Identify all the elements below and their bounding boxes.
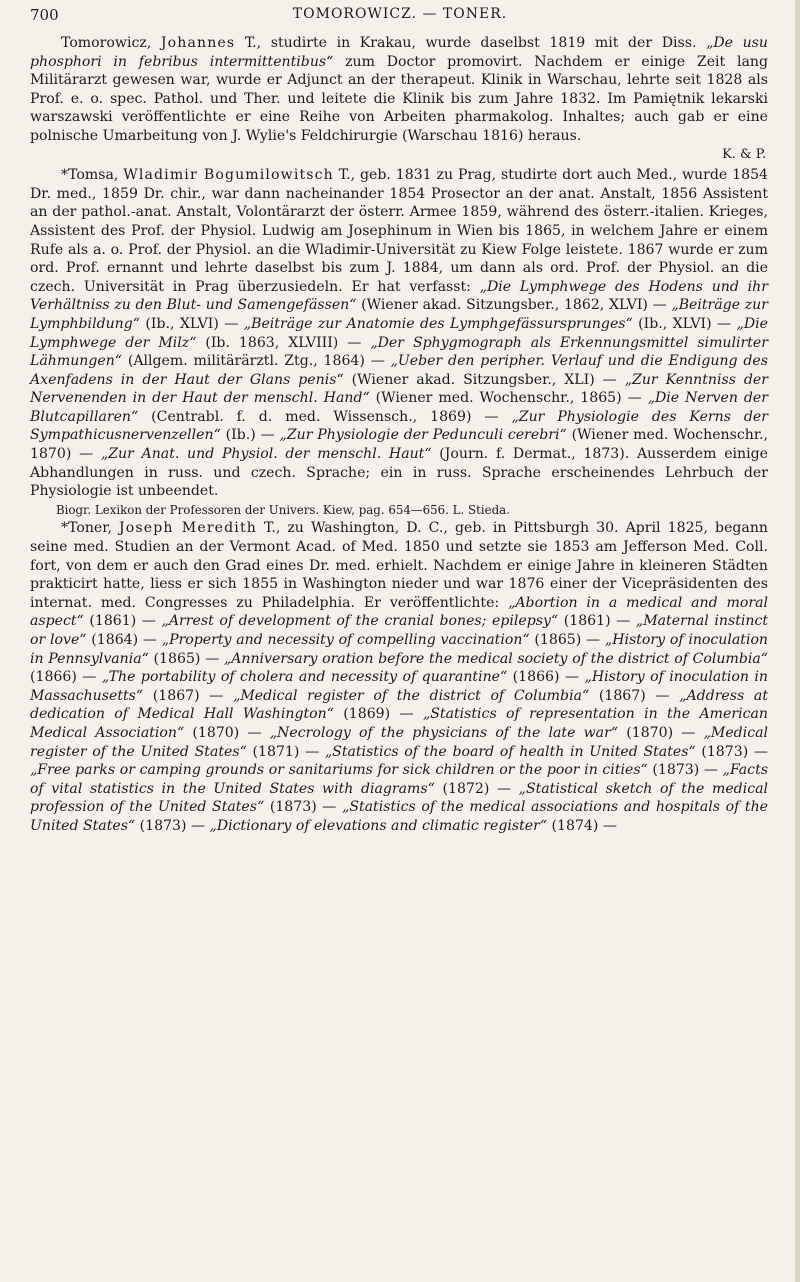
- entry-tomorowicz: [30, 34, 768, 146]
- entry-text: *Tomsa,: [61, 167, 124, 184]
- work-title: „Anniversary oration before the medical society of the district of Columbia“: [223, 650, 768, 667]
- work-title: „Statistics of representation in the American Medical Association“: [30, 706, 768, 741]
- entry-text: T., geb. 1831 zu Prag, studirte dort auch Med., wurde 1854 Dr. med., 1859 Dr. chir., war dann nacheinander 1854 Prosector an der anat. Anstalt, 1856 Assistent an der pathol.-anat. Anstalt, Volontärarzt der österr. Armee 1859, während des österr.-italien. Krieges, Assistent des Prof. der Physiol. Ludwig am Josephinum in Wien bis 1865, in welchem Jahre er einem Rufe als a. o. Prof. der Physiol. an die Wladimir-Universität zu Kiew Folge leistete. 1867 wurde er zum ord. Prof. ernannt und lehrte daselbst bis zum J. 1884, um dann als ord. Prof. der Physiol. an die czech. Universität in Prag überzusiedeln. Er hat verfasst:: [30, 167, 769, 295]
- work-title: „Ueber den peripher. Verlauf und die Endigung des Axenfadens in der Haut der Glans penis“: [30, 353, 768, 388]
- work-title: „Medical register of the United States“: [30, 724, 768, 760]
- page-header: [30, 6, 770, 28]
- work-title: „Facts of vital statistics in the United States with diagrams“: [30, 762, 768, 797]
- page-number: 700: [30, 6, 59, 24]
- entry-source: Biogr. Lexikon der Professoren der Univers. Kiew, pag. 654—656. L. Stieda.: [55, 502, 510, 517]
- entry-text: (Wiener med. Wochenschr., 1865) —: [369, 390, 648, 407]
- entry-text: T., studirte in Krakau, wurde daselbst 1819 mit der Diss.: [235, 35, 707, 51]
- work-title: „History of inoculation in Pennsylvania“: [30, 632, 769, 667]
- entry-text: (Wiener akad. Sitzungsber., XLI) —: [343, 371, 625, 388]
- work-title: „Medical register of the district of Columbia“: [233, 687, 590, 704]
- entry-toner: [30, 519, 768, 835]
- entry-text: (1866) —: [30, 669, 102, 686]
- entry-text: (1873) —: [647, 762, 723, 779]
- entry-text: (Ib., XLVI) —: [139, 315, 244, 332]
- work-title: „Beiträge zur Lymphbildung“: [30, 297, 768, 332]
- entry-text: zum Doctor promovirt. Nachdem er einige Zeit lang Militärarzt gewesen war, wurde er Adjunct an der therapeut. Klinik in Warschau, lehrte seit 1828 als Prof. e. o. spec. Pathol. und Ther. und leitete die Klinik bis zum Jahre 1832. Im Pamiętnik lekarski warszawski veröffentlichte er eine Reihe von Arbeiten pharmakolog. Inhaltes; auch gab er eine polnische Umarbeitung von J. Wylie's Feldchirurgie (Warschau 1816) heraus.: [30, 53, 768, 144]
- entry-tomsa: [30, 166, 768, 501]
- entry-text: (1872) —: [434, 780, 519, 797]
- running-title: TOMOROWICZ. — TONER.: [292, 6, 508, 22]
- entry-text: (Ib. 1863, XLVIII) —: [196, 334, 371, 351]
- entry-text: (1873) —: [135, 817, 210, 834]
- entry-text: (1864) —: [86, 632, 162, 648]
- entry-text: *Toner,: [61, 520, 120, 537]
- work-title: „The portability of cholera and necessity of quarantine“: [101, 669, 508, 686]
- work-title: „Die Nerven der Blutcapillaren“: [30, 390, 768, 425]
- work-title: „Statistical sketch of the medical profession of the United States“: [30, 780, 769, 816]
- entry-text: (1873) —: [695, 743, 768, 760]
- work-title: „Arrest of development of the cranial bones; epilepsy“: [161, 613, 559, 630]
- entry-text: (1867) —: [143, 687, 234, 704]
- work-title: „Dictionary of elevations and climatic register“: [209, 817, 548, 834]
- work-title: „Zur Kenntniss der Nervenenden in der Haut der menschl. Hand“: [30, 371, 768, 407]
- person-name: Joseph Meredith: [119, 520, 257, 537]
- entry-text: (1870) —: [184, 724, 270, 741]
- page-edge: [795, 0, 800, 1282]
- entry-text: (Ib.) —: [220, 427, 280, 444]
- person-name: Wladimir Bogumilowitsch: [123, 167, 334, 184]
- entry-text: (1870) —: [618, 724, 704, 741]
- page-body: [30, 34, 768, 836]
- entry-text: (1869) —: [333, 706, 423, 723]
- entry-text: (1865) —: [148, 650, 224, 667]
- entry-signature: K. & P.: [722, 146, 766, 162]
- work-title: „Necrology of the physicians of the late war“: [269, 724, 619, 741]
- work-title: „Der Sphygmograph als Erkennungsmittel simulirter Lähmungen“: [30, 334, 769, 370]
- entry-text: (1861) —: [558, 613, 636, 630]
- entry-text: (1873) —: [264, 799, 343, 816]
- work-title: „Property and necessity of compelling vaccination“: [161, 632, 530, 648]
- work-title: „Address at dedication of Medical Hall Washington“: [30, 687, 768, 723]
- entry-text: (1866) —: [507, 669, 585, 686]
- entry-text: (1861) —: [83, 613, 162, 630]
- work-title: „Zur Anat. und Physiol. der menschl. Haut“: [100, 446, 432, 463]
- entry-text: (Journ. f. Dermat., 1873). Ausserdem einige Abhandlungen in russ. und czech. Sprache; ein in russ. Sprache erscheinendes Lehrbuch der Physiologie ist unbeendet.: [30, 446, 769, 500]
- entry-text: (Wiener med. Wochenschr., 1870) —: [30, 427, 768, 463]
- work-title: „Maternal instinct or love“: [30, 613, 769, 648]
- entry-text: (Wiener akad. Sitzungsber., 1862, XLVI) —: [356, 297, 672, 314]
- work-title: „Die Lymphwege des Hodens und ihr Verhältniss zu den Blut- und Samengefässen“: [30, 278, 769, 314]
- work-title: „Free parks or camping grounds or sanitariums for sick children or the poor in cities“: [30, 762, 648, 779]
- entry-text: (1867) —: [589, 687, 680, 704]
- entry-text: (Centrabl. f. d. med. Wissensch., 1869) —: [138, 408, 512, 425]
- work-title: „History of inoculation in Massachusetts“: [30, 669, 769, 704]
- work-title: „Abortion in a medical and moral aspect“: [30, 594, 768, 630]
- entry-text: (1865) —: [529, 632, 605, 648]
- entry-text: (Ib., XLVI) —: [632, 315, 737, 332]
- work-title: „De usu phosphori in febribus intermittentibus“: [30, 35, 768, 70]
- entry-text: (1874) —: [547, 817, 617, 834]
- entry-text: (1871) —: [246, 743, 325, 760]
- work-title: „Die Lymphwege der Milz“: [30, 315, 768, 351]
- entry-text: (Allgem. militärärztl. Ztg., 1864) —: [122, 353, 391, 370]
- work-title: „Statistics of the board of health in United States“: [324, 743, 696, 760]
- entry-text: Tomorowicz,: [61, 35, 161, 51]
- work-title: „Statistics of the medical associations and hospitals of the United States“: [30, 799, 768, 834]
- work-title: „Zur Physiologie des Kerns der Sympathicusnervenzellen“: [30, 408, 769, 444]
- person-name: Johannes: [160, 35, 236, 51]
- work-title: „Zur Physiologie der Pedunculi cerebri“: [279, 427, 567, 444]
- entry-text: T., zu Washington, D. C., geb. in Pittsburgh 30. April 1825, begann seine med. Studien an der Vermont Acad. of Med. 1850 und setzte sie 1853 am Jefferson Med. Coll. fort, von dem er auch den Grad eines Dr. med. erhielt. Nachdem er einige Jahre in kleineren Städten prakticirt hatte, liess er sich 1855 in Washington nieder und war 1876 einer der Vicepräsidenten des internat. med. Congresses zu Philadelphia. Er veröffentlichte:: [30, 520, 768, 611]
- work-title: „Beiträge zur Anatomie des Lymphgefässursprunges“: [243, 315, 633, 332]
